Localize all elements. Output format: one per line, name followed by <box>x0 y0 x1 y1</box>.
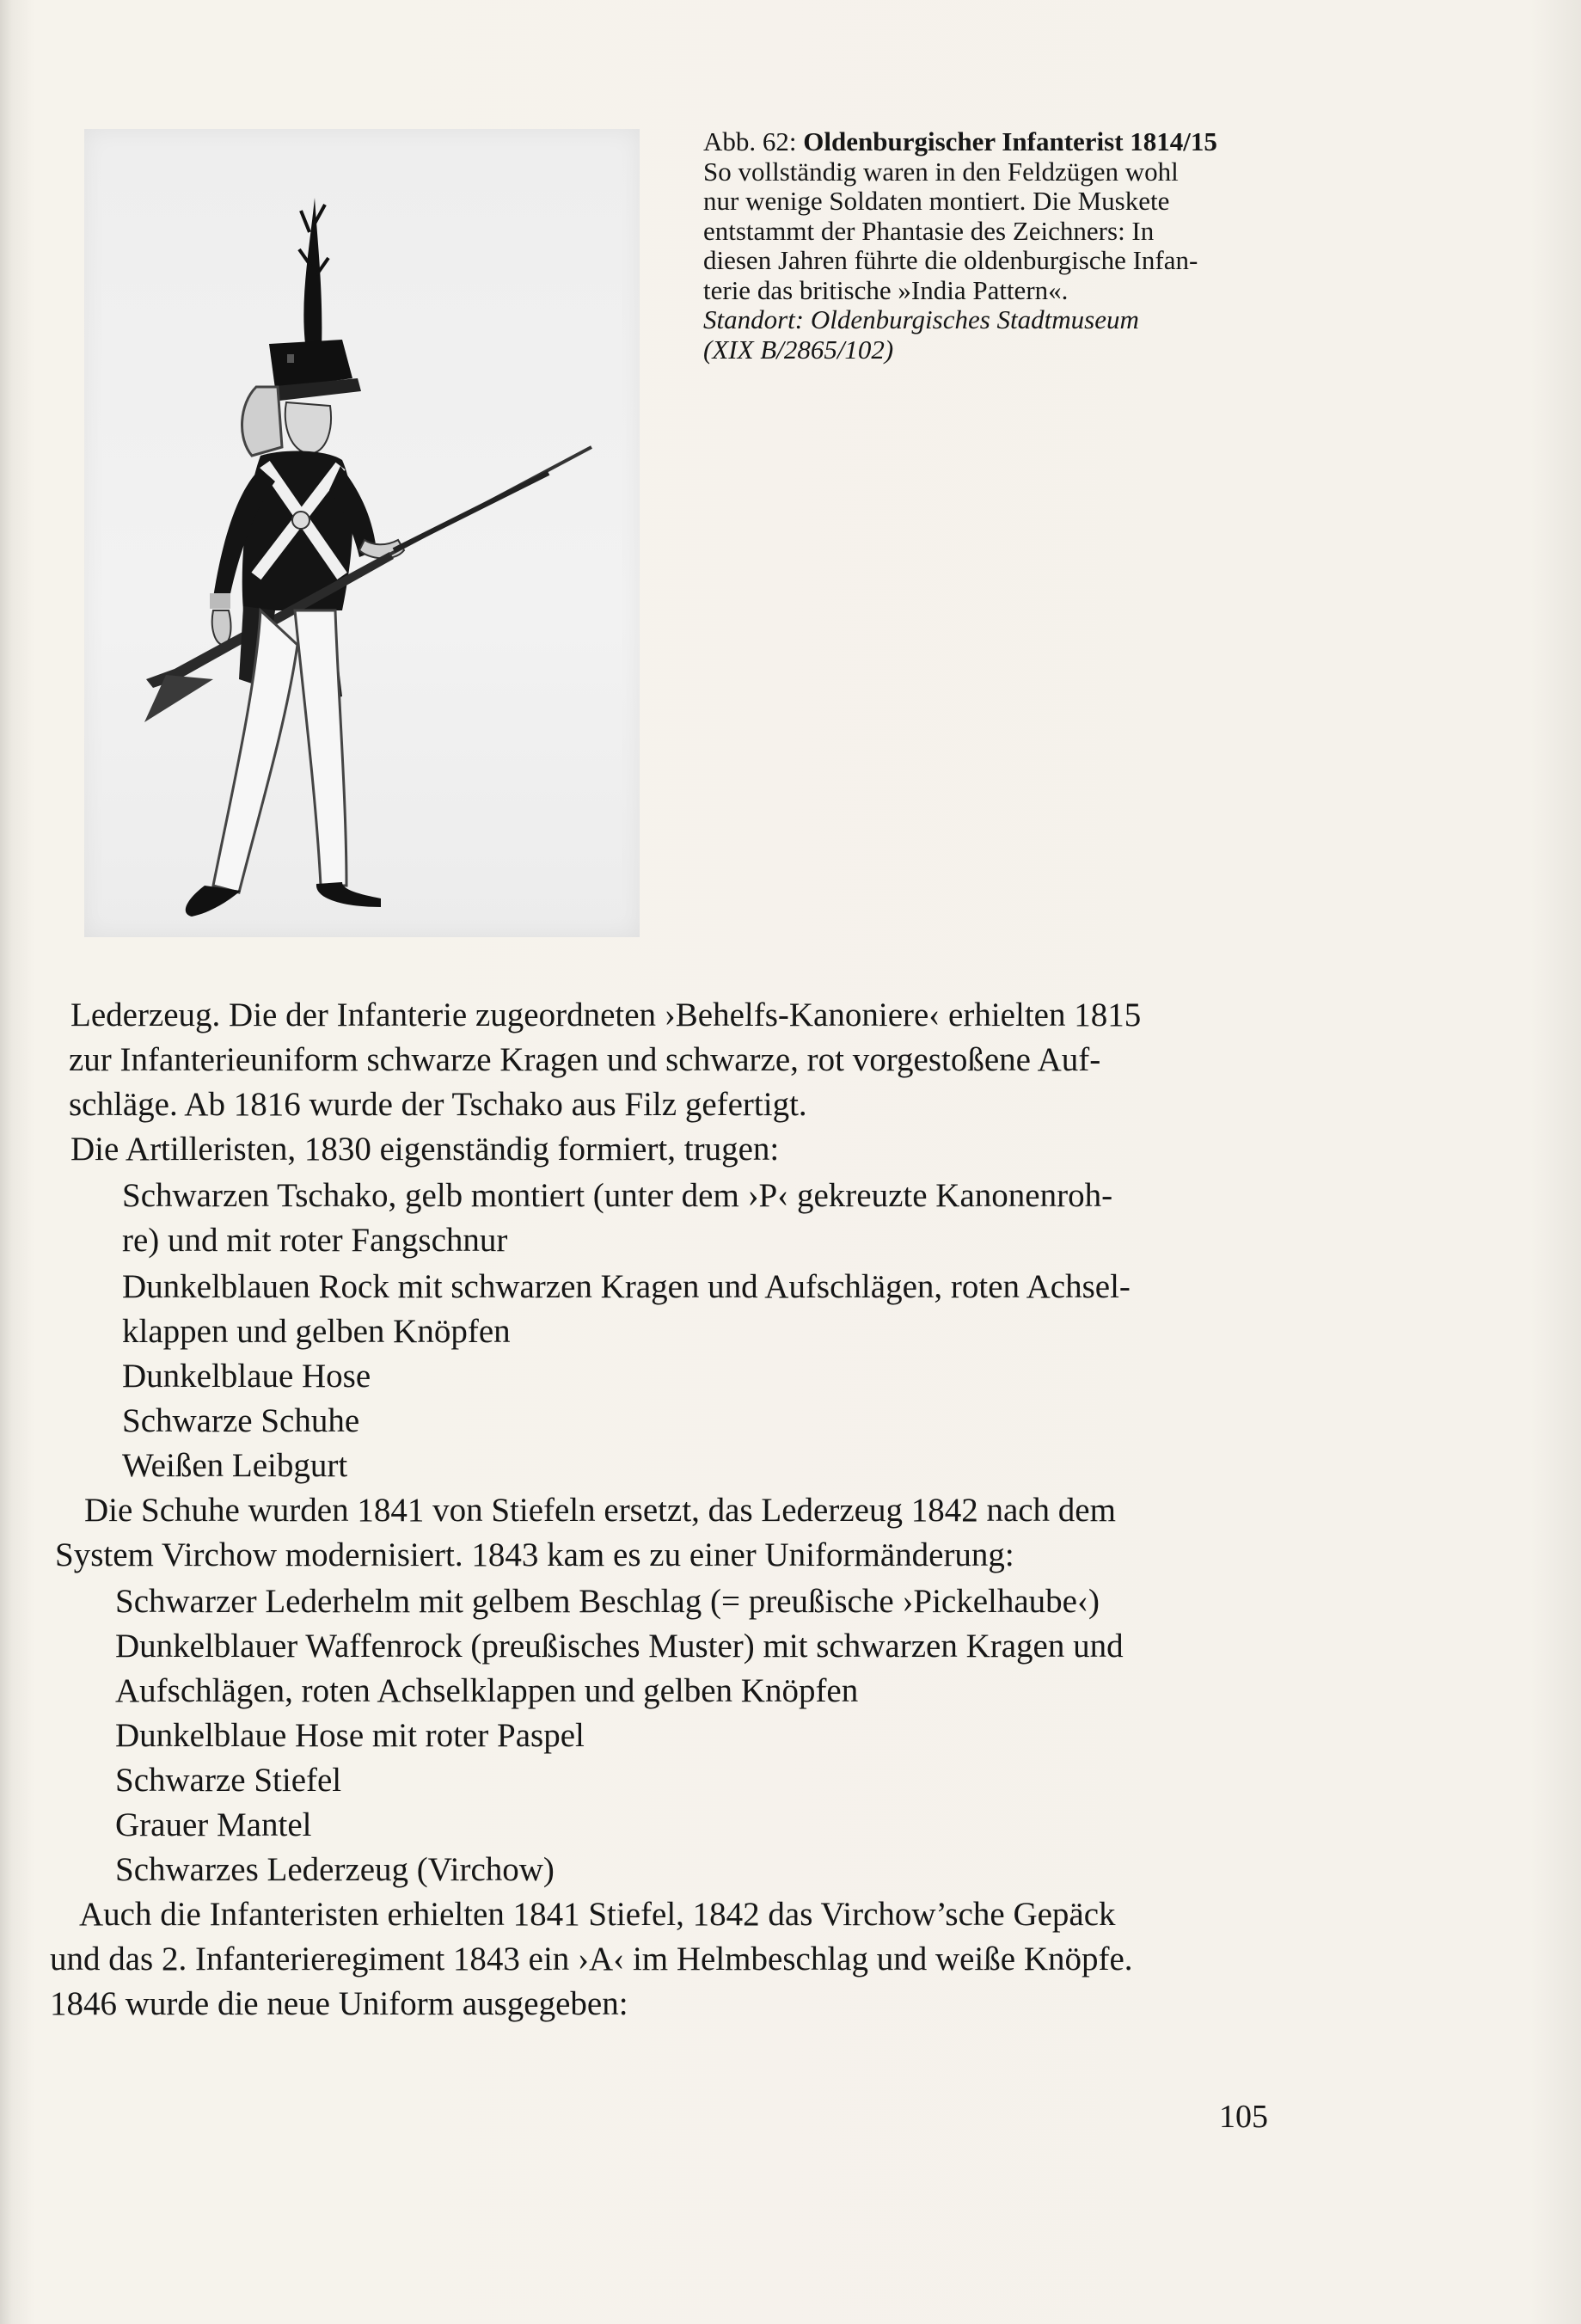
soldier-drawing <box>84 129 640 937</box>
body-line: klappen und gelben Knöpfen <box>122 1313 511 1350</box>
caption-source-line: (XIX B/2865/102) <box>703 334 894 365</box>
body-line: Dunkelblauer Waffenrock (preußisches Muster) mit schwarzen Kragen und <box>115 1628 1124 1665</box>
caption-heading <box>703 127 1288 157</box>
body-line: Auch die Infanteristen erhielten 1841 Stiefel, 1842 das Virchow’sche Gepäck <box>79 1896 1116 1933</box>
body-line: Schwarzes Lederzeug (Virchow) <box>115 1851 555 1888</box>
caption-source-line: Standort: Oldenburgisches Stadtmuseum <box>703 304 1139 334</box>
body-line: Grauer Mantel <box>115 1806 312 1843</box>
caption-label: Abb. 62: <box>703 126 797 156</box>
caption-line: entstammt der Phantasie des Zeichners: In <box>703 215 1155 246</box>
caption-line: nur wenige Soldaten montiert. Die Muskete <box>703 186 1170 216</box>
body-line: Dunkelblaue Hose mit roter Paspel <box>115 1717 585 1754</box>
body-line: System Virchow modernisiert. 1843 kam es zu einer Uniformänderung: <box>55 1536 1014 1573</box>
body-line: Weißen Leibgurt <box>122 1447 348 1484</box>
caption-title: Oldenburgischer Infanterist 1814/15 <box>803 126 1217 156</box>
body-line: 1846 wurde die neue Uniform ausgegeben: <box>50 1985 628 2022</box>
body-line: Die Artilleristen, 1830 eigenständig formiert, trugen: <box>70 1131 780 1168</box>
body-line: Lederzeug. Die der Infanterie zugeordneten ›Behelfs-Kanoniere‹ erhielten 1815 <box>70 996 1142 1033</box>
body-line: Schwarze Schuhe <box>122 1402 360 1439</box>
body-line: Aufschlägen, roten Achselklappen und gelben Knöpfen <box>115 1672 859 1709</box>
body-line: Dunkelblaue Hose <box>122 1358 371 1395</box>
body-line: Die Schuhe wurden 1841 von Stiefeln ersetzt, das Lederzeug 1842 nach dem <box>84 1492 1116 1529</box>
page-number: 105 <box>1219 2099 1268 2135</box>
body-line: und das 2. Infanterieregiment 1843 ein ›A‹ im Helmbeschlag und weiße Knöpfe. <box>50 1941 1133 1978</box>
caption-line: terie das britische »India Pattern«. <box>703 274 1069 305</box>
body-line: schläge. Ab 1816 wurde der Tschako aus Filz gefertigt. <box>69 1086 807 1123</box>
figure-caption <box>703 127 1288 365</box>
infantry-soldier-illustration <box>84 129 640 937</box>
body-line: Schwarze Stiefel <box>115 1762 342 1799</box>
body-line: Schwarzer Lederhelm mit gelbem Beschlag (= preußische ›Pickelhaube‹) <box>115 1583 1100 1620</box>
body-line: zur Infanterieuniform schwarze Kragen und schwarze, rot vorgestoßene Auf- <box>69 1041 1101 1078</box>
caption-line: diesen Jahren führte die oldenburgische Infan- <box>703 245 1198 275</box>
caption-line: So vollständig waren in den Feldzügen wohl <box>703 156 1179 187</box>
body-line: Dunkelblauen Rock mit schwarzen Kragen und Aufschlägen, roten Achsel- <box>122 1268 1131 1305</box>
body-line: Schwarzen Tschako, gelb montiert (unter dem ›P‹ gekreuzte Kanonenroh- <box>122 1177 1113 1214</box>
body-line: re) und mit roter Fangschnur <box>122 1222 508 1259</box>
